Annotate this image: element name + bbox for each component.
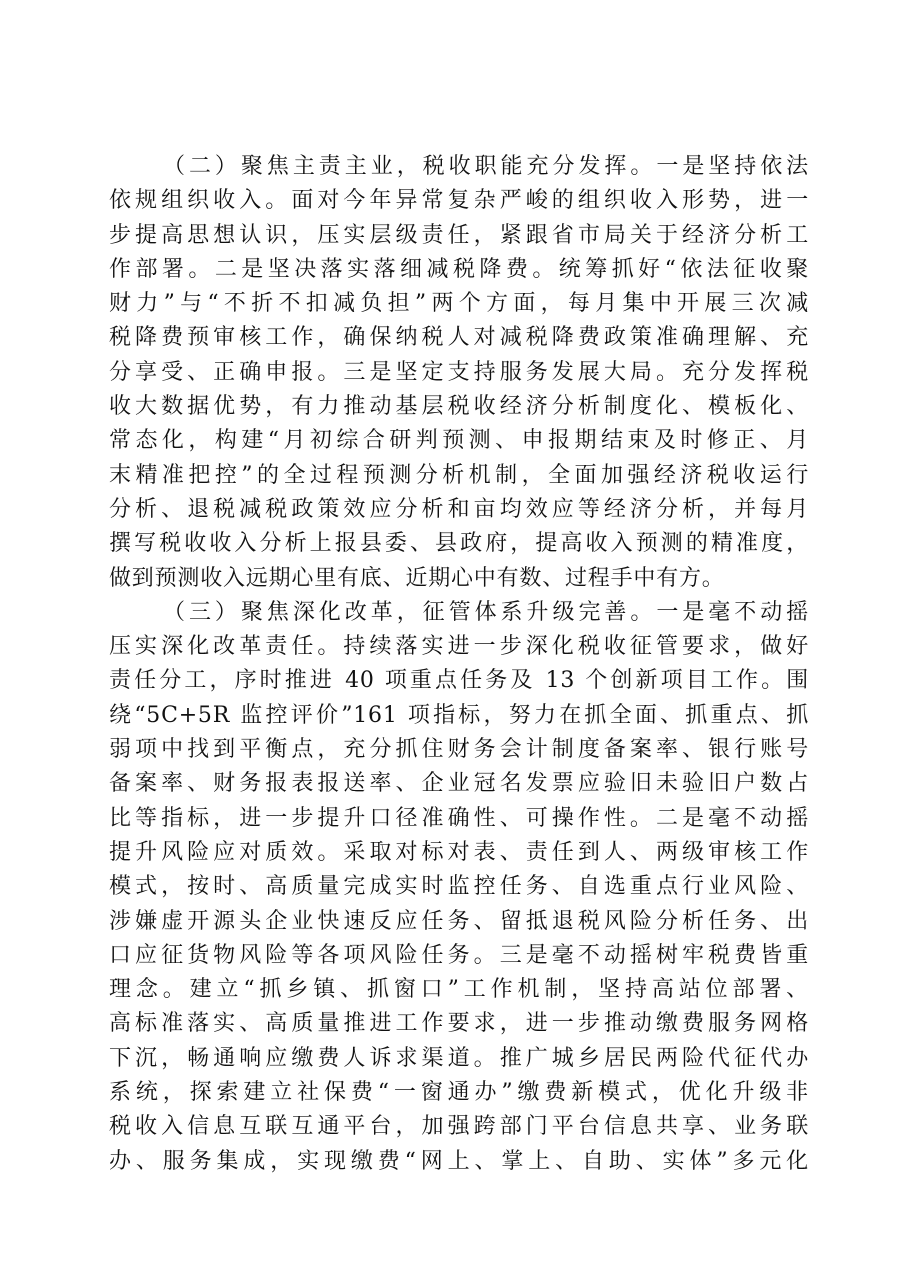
- text-line: 涉嫌虚开源头企业快速反应任务、留抵退税风险分析任务、出: [109, 908, 809, 934]
- text-line: （三）聚焦深化改革，征管体系升级完善。一是毫不动摇: [163, 599, 809, 625]
- text-line: 弱项中找到平衡点，充分抓住财务会计制度备案率、银行账号: [109, 737, 809, 763]
- text-line: 下沉，畅通响应缴费人诉求渠道。推广城乡居民两险代征代办: [109, 1045, 809, 1071]
- text-line: （二）聚焦主责主业，税收职能充分发挥。一是坚持依法: [163, 154, 809, 179]
- text-line: 压实深化改革责任。持续落实进一步深化税收征管要求，做好: [109, 634, 809, 660]
- text-line: 备案率、财务报表报送率、企业冠名发票应验旧未验旧户数占: [109, 771, 809, 797]
- text-line: 口应征货物风险等各项风险任务。三是毫不动摇树牢税费皆重: [109, 942, 809, 968]
- text-line: 收大数据优势，有力推动基层税收经济分析制度化、模板化、: [109, 394, 809, 420]
- text-line: 依规组织收入。面对今年异常复杂严峻的组织收入形势，进一: [109, 188, 809, 214]
- text-line: 撰写税收收入分析上报县委、县政府，提高收入预测的精准度，: [109, 531, 809, 557]
- text-line: 分享受、正确申报。三是坚定支持服务发展大局。充分发挥税: [109, 359, 809, 385]
- text-line: 税收入信息互联互通平台，加强跨部门平台信息共享、业务联: [109, 1114, 809, 1140]
- text-line: 税降费预审核工作，确保纳税人对减税降费政策准确理解、充: [109, 325, 809, 351]
- text-line: 分析、退税减税政策效应分析和亩均效应等经济分析，并每月: [109, 496, 809, 522]
- text-line: 做到预测收入远期心里有底、近期心中有数、过程手中有方。: [109, 565, 725, 591]
- text-line: 财力”与“不折不扣减负担”两个方面，每月集中开展三次减: [109, 291, 809, 317]
- text-line: 作部署。二是坚决落实落细减税降费。统筹抓好“依法征收聚: [109, 256, 809, 282]
- text-line: 办、服务集成，实现缴费“网上、掌上、自助、实体”多元化: [109, 1148, 809, 1174]
- text-line: 理念。建立“抓乡镇、抓窗口”工作机制，坚持高站位部署、: [109, 977, 809, 1003]
- document-body: [109, 150, 809, 1179]
- text-line: 常态化，构建“月初综合研判预测、申报期结束及时修正、月: [109, 428, 809, 454]
- text-line: 提升风险应对质效。采取对标对表、责任到人、两级审核工作: [109, 839, 809, 865]
- text-line: 系统，探索建立社保费“一窗通办”缴费新模式，优化升级非: [109, 1080, 809, 1106]
- paragraph-2: [109, 150, 809, 596]
- text-line: 末精准把控”的全过程预测分析机制，全面加强经济税收运行: [109, 462, 809, 488]
- text-line: 比等指标，进一步提升口径准确性、可操作性。二是毫不动摇: [109, 805, 809, 831]
- text-line: 步提高思想认识，压实层级责任，紧跟省市局关于经济分析工: [109, 222, 809, 248]
- text-line: 高标准落实、高质量推进工作要求，进一步推动缴费服务网格: [109, 1011, 809, 1037]
- text-line: 责任分工，序时推进 40 项重点任务及 13 个创新项目工作。围: [109, 668, 809, 694]
- text-line: 模式，按时、高质量完成实时监控任务、自选重点行业风险、: [109, 874, 809, 900]
- text-line: 绕“5C+5R 监控评价”161 项指标，努力在抓全面、抓重点、抓: [109, 702, 809, 728]
- paragraph-3: [109, 596, 809, 1179]
